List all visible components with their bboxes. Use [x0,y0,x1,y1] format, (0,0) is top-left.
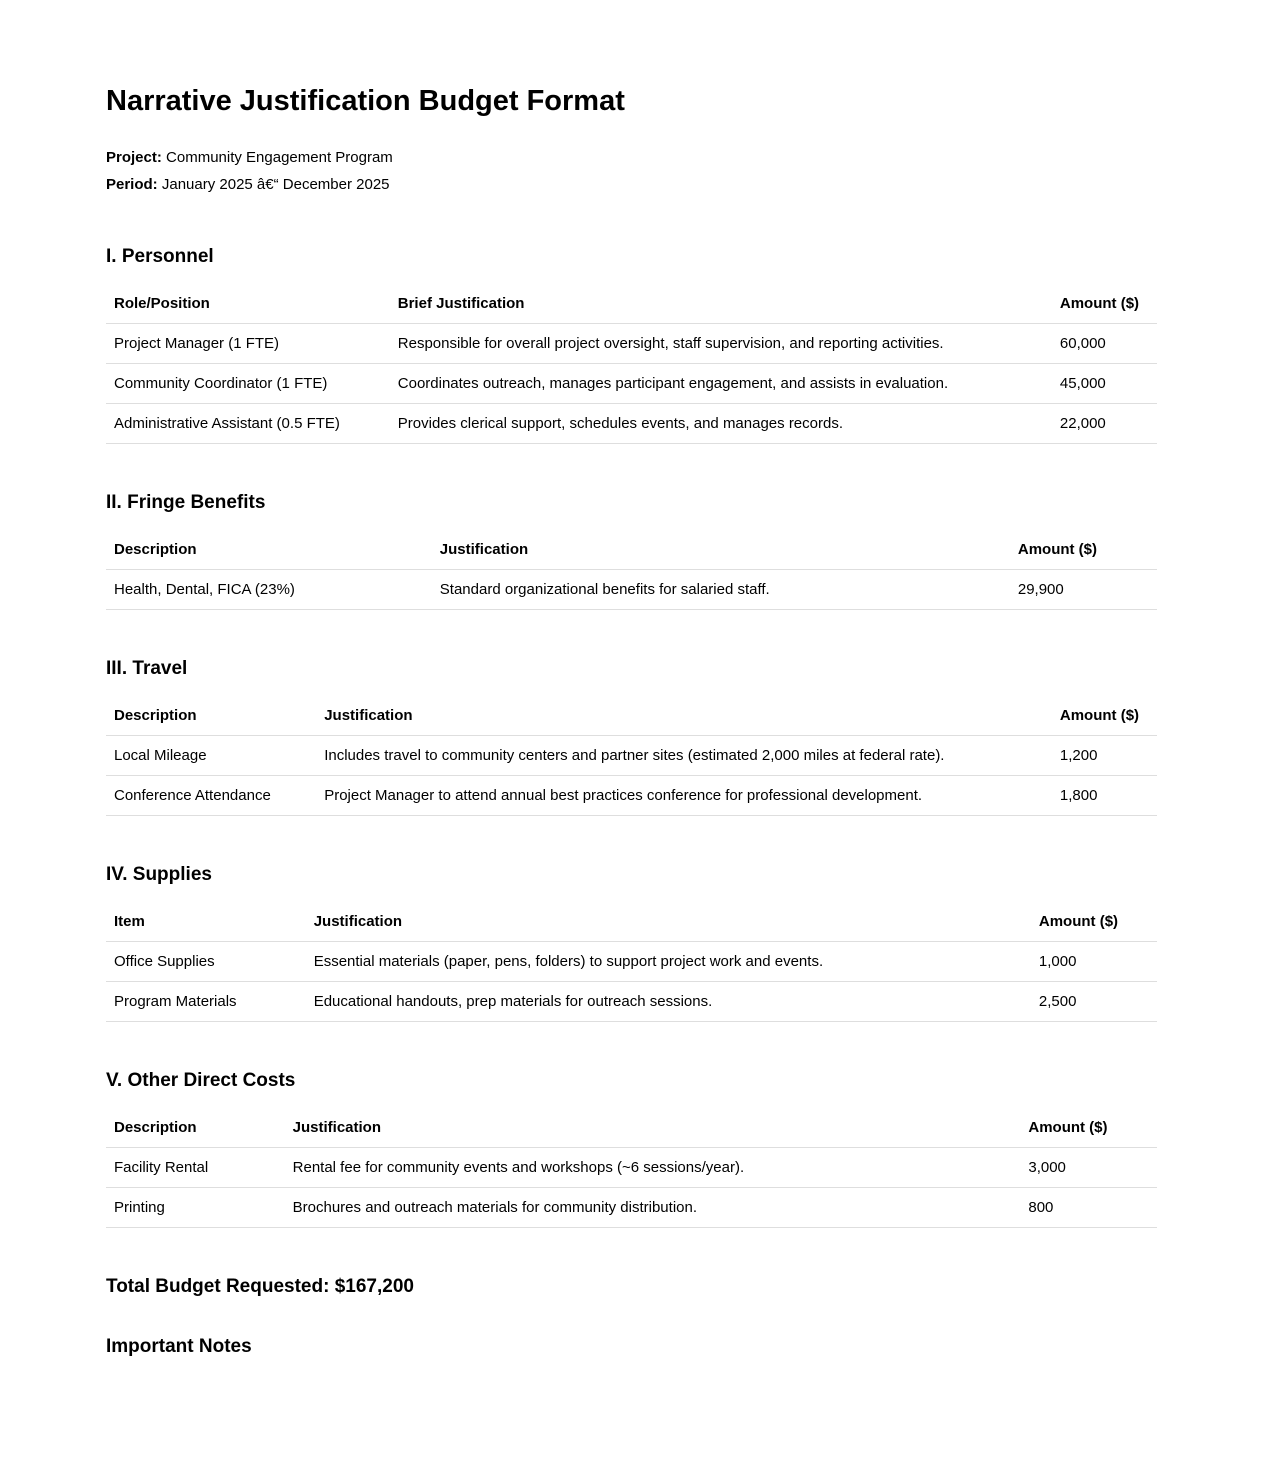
cell-justification: Rental fee for community events and workshops (~6 sessions/year). [285,1148,1021,1188]
section-personnel [106,246,1157,444]
cell-justification: Responsible for overall project oversight, staff supervision, and reporting activities. [390,324,1052,364]
cell-role: Administrative Assistant (0.5 FTE) [106,404,390,444]
supplies-table [106,902,1157,1022]
cell-role: Project Manager (1 FTE) [106,324,390,364]
column-header: Amount ($) [1020,1108,1157,1148]
column-header: Amount ($) [1010,530,1157,570]
column-header: Amount ($) [1031,902,1157,942]
column-header: Description [106,1108,285,1148]
column-header: Justification [306,902,1031,942]
table-row [106,1148,1157,1188]
cell-amount: 800 [1020,1188,1157,1228]
table-header-row [106,284,1157,324]
table-header-row [106,696,1157,736]
section-heading-other-costs: V. Other Direct Costs [106,1070,296,1091]
table-row [106,1188,1157,1228]
period-line [106,171,1157,198]
cell-justification: Coordinates outreach, manages participant engagement, and assists in evaluation. [390,364,1052,404]
period-label: Period: [106,176,158,193]
cell-justification: Includes travel to community centers and partner sites (estimated 2,000 miles at federal rate). [316,736,1052,776]
personnel-table [106,284,1157,444]
section-heading-supplies: IV. Supplies [106,864,212,885]
column-header: Brief Justification [390,284,1052,324]
table-row [106,942,1157,982]
section-fringe-benefits [106,492,1157,610]
column-header: Amount ($) [1052,696,1157,736]
project-label: Project: [106,149,162,166]
cell-amount: 29,900 [1010,570,1157,610]
table-row [106,570,1157,610]
cell-description: Health, Dental, FICA (23%) [106,570,432,610]
table-row [106,364,1157,404]
cell-description: Conference Attendance [106,776,316,816]
cell-justification: Brochures and outreach materials for community distribution. [285,1188,1021,1228]
project-line [106,144,1157,171]
cell-amount: 1,000 [1031,942,1157,982]
table-row [106,404,1157,444]
cell-justification: Provides clerical support, schedules events, and manages records. [390,404,1052,444]
column-header: Description [106,696,316,736]
section-heading-travel: III. Travel [106,658,188,679]
cell-amount: 22,000 [1052,404,1157,444]
column-header: Amount ($) [1052,284,1157,324]
table-row [106,982,1157,1022]
cell-justification: Project Manager to attend annual best practices conference for professional development. [316,776,1052,816]
table-row [106,324,1157,364]
cell-justification: Essential materials (paper, pens, folders) to support project work and events. [306,942,1031,982]
cell-justification: Educational handouts, prep materials for outreach sessions. [306,982,1031,1022]
cell-item: Program Materials [106,982,306,1022]
cell-amount: 3,000 [1020,1148,1157,1188]
section-other-direct-costs [106,1070,1157,1228]
cell-amount: 45,000 [1052,364,1157,404]
cell-amount: 1,200 [1052,736,1157,776]
section-heading-personnel: I. Personnel [106,246,214,267]
column-header: Description [106,530,432,570]
cell-amount: 2,500 [1031,982,1157,1022]
table-header-row [106,1108,1157,1148]
cell-justification: Standard organizational benefits for salaried staff. [432,570,1010,610]
column-header: Role/Position [106,284,390,324]
cell-description: Printing [106,1188,285,1228]
travel-table [106,696,1157,816]
total-budget-heading: Total Budget Requested: $167,200 [106,1276,414,1297]
cell-item: Office Supplies [106,942,306,982]
period-value: January 2025 â€“ December 2025 [161,176,390,193]
important-notes-heading: Important Notes [106,1336,252,1357]
section-heading-fringe: II. Fringe Benefits [106,492,266,513]
cell-description: Facility Rental [106,1148,285,1188]
column-header: Justification [285,1108,1021,1148]
cell-description: Local Mileage [106,736,316,776]
cell-amount: 60,000 [1052,324,1157,364]
section-travel [106,658,1157,816]
table-row [106,776,1157,816]
table-header-row [106,530,1157,570]
section-supplies [106,864,1157,1022]
fringe-benefits-table [106,530,1157,610]
column-header: Item [106,902,306,942]
cell-role: Community Coordinator (1 FTE) [106,364,390,404]
page-title: Narrative Justification Budget Format [106,85,625,117]
table-row [106,736,1157,776]
cell-amount: 1,800 [1052,776,1157,816]
column-header: Justification [316,696,1052,736]
other-direct-costs-table [106,1108,1157,1228]
project-value: Community Engagement Program [166,149,393,166]
table-header-row [106,902,1157,942]
column-header: Justification [432,530,1010,570]
